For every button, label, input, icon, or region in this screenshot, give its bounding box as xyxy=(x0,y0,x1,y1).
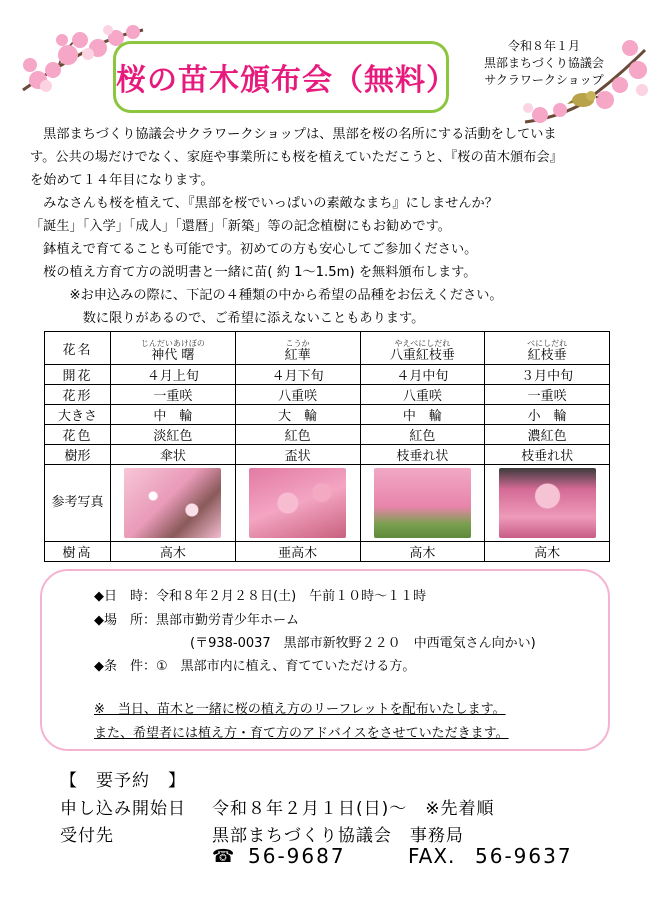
row-label-photo: 参考写真 xyxy=(45,465,111,542)
cherry-photo-jindai xyxy=(124,468,221,538)
table-row-shape xyxy=(45,445,610,465)
table-cell: 高木 xyxy=(360,542,485,562)
variety-table xyxy=(44,331,610,562)
intro-line: 数に限りがあるので、ご希望に添えないこともあります。 xyxy=(30,311,425,326)
reservation-heading: 【 要予約 】 xyxy=(60,771,186,791)
row-label-size: 大きさ xyxy=(45,405,111,425)
table-row-size xyxy=(45,405,610,425)
variety-name-cell xyxy=(111,332,236,365)
event-note-advice: また、希望者には植え方・育て方のアドバイスをさせていただきます。 xyxy=(94,726,509,741)
intro-line: 黒部まちづくり協議会サクラワークショップは、黒部を桜の名所にする活動をしていま xyxy=(30,127,557,142)
intro-line: 桜の植え方育て方の説明書と一緒に苗( 約 1～1.5m) を無料頒布します。 xyxy=(30,265,477,280)
variety-name: 紅枝垂 xyxy=(527,348,567,363)
variety-name: 神代 曙 xyxy=(151,348,195,363)
table-cell: 高木 xyxy=(111,542,236,562)
table-cell: 大 輪 xyxy=(235,405,360,425)
intro-text xyxy=(30,123,630,330)
issuer-org: 黒部まちづくり協議会 xyxy=(484,56,604,70)
fax-number: 56-9637 xyxy=(475,844,573,868)
row-label-shape: 樹形 xyxy=(45,445,111,465)
phone-icon: ☎ xyxy=(212,846,236,867)
variety-ruby: じんだいあけぼの xyxy=(140,339,205,348)
table-cell: 中 輪 xyxy=(111,405,236,425)
table-cell: 濃紅色 xyxy=(485,425,610,445)
event-date: ◆日 時：令和８年２月２８日(土) 午前１０時～１１時 xyxy=(94,589,427,604)
fax-label: FAX. xyxy=(408,844,456,868)
event-address: (〒938-0037 黒部市新牧野２２０ 中西電気さん向かい) xyxy=(190,636,536,651)
variety-name: 紅華 xyxy=(284,348,311,363)
row-label-name: 花名 xyxy=(45,332,111,365)
apply-start-label: 申し込み開始日 xyxy=(60,799,186,819)
page-title: 桜の苗木頒布会（無料） xyxy=(116,63,457,98)
table-cell: ４月上旬 xyxy=(111,365,236,385)
row-label-height: 樹高 xyxy=(45,542,111,562)
table-cell: 紅色 xyxy=(235,425,360,445)
table-cell: 枝垂れ状 xyxy=(360,445,485,465)
photo-cell xyxy=(360,465,485,542)
cherry-photo-kouka xyxy=(249,468,346,538)
event-condition: ◆条 件：① 黒部市内に植え、育てていただける方。 xyxy=(94,659,416,674)
apply-start-value: 令和８年２月１日(日)～ ※先着順 xyxy=(212,799,495,819)
table-row-bloom xyxy=(45,365,610,385)
table-cell: 八重咲 xyxy=(235,385,360,405)
table-cell: 紅色 xyxy=(360,425,485,445)
issuer-block xyxy=(474,38,614,89)
variety-ruby: べにしだれ xyxy=(527,339,568,348)
intro-line: 「誕生」「入学」「成人」「還暦」「新築」等の記念植樹にもお勧めです。 xyxy=(30,219,451,234)
title-box xyxy=(113,41,457,113)
table-row-height xyxy=(45,542,610,562)
table-cell: ３月中旬 xyxy=(485,365,610,385)
intro-line: 鉢植えで育てることも可能です。初めての方も安心してご参加ください。 xyxy=(30,242,478,257)
photo-cell xyxy=(235,465,360,542)
office-label: 受付先 xyxy=(60,826,114,846)
table-cell: 小 輪 xyxy=(485,405,610,425)
variety-name-cell xyxy=(360,332,485,365)
table-row-color xyxy=(45,425,610,445)
variety-name-cell xyxy=(485,332,610,365)
phone-number: 56-9687 xyxy=(248,844,346,868)
table-cell: 中 輪 xyxy=(360,405,485,425)
table-cell: 亜高木 xyxy=(235,542,360,562)
variety-name: 八重紅枝垂 xyxy=(389,348,455,363)
table-cell: 一重咲 xyxy=(485,385,610,405)
table-cell: 一重咲 xyxy=(111,385,236,405)
table-cell: ４月中旬 xyxy=(360,365,485,385)
table-cell: 八重咲 xyxy=(360,385,485,405)
issuer-shop: サクラワークショップ xyxy=(484,73,604,87)
table-cell: ４月下旬 xyxy=(235,365,360,385)
table-row-photo xyxy=(45,465,610,542)
variety-name-cell xyxy=(235,332,360,365)
table-cell: 盃状 xyxy=(235,445,360,465)
table-row-form xyxy=(45,385,610,405)
table-row-name xyxy=(45,332,610,365)
row-label-bloom: 開花 xyxy=(45,365,111,385)
photo-cell xyxy=(111,465,236,542)
intro-line: を始めて１４年目になります。 xyxy=(30,173,214,188)
issuer-date: 令和８年１月 xyxy=(507,39,580,53)
intro-line: す。公共の場だけでなく、家庭や事業所にも桜を植えていただこうと、『桜の苗木頒布会』 xyxy=(30,150,563,165)
row-label-color: 花色 xyxy=(45,425,111,445)
photo-cell xyxy=(485,465,610,542)
event-place: ◆場 所：黒部市勤労青少年ホーム xyxy=(94,613,299,628)
cherry-photo-yaebenishidare xyxy=(374,468,471,538)
table-cell: 高木 xyxy=(485,542,610,562)
table-cell: 枝垂れ状 xyxy=(485,445,610,465)
office-value: 黒部まちづくり協議会 事務局 xyxy=(212,826,464,846)
table-cell: 淡紅色 xyxy=(111,425,236,445)
intro-line: みなさんも桜を植えて、『黒部を桜でいっぱいの素敵なまち』にしませんか？ xyxy=(30,196,498,211)
row-label-form: 花形 xyxy=(45,385,111,405)
bird-icon xyxy=(567,88,599,110)
variety-ruby: やえべにしだれ xyxy=(394,339,451,348)
cherry-photo-benishidare xyxy=(499,468,596,538)
variety-ruby: こうか xyxy=(285,339,310,348)
event-info-box xyxy=(40,569,610,751)
event-note-leaflet: ※ 当日、苗木と一緒に桜の植え方のリーフレットを配布いたします。 xyxy=(94,702,506,717)
intro-line: ※お申込みの際に、下記の４種類の中から希望の品種をお伝えください。 xyxy=(30,288,503,303)
table-cell: 傘状 xyxy=(111,445,236,465)
